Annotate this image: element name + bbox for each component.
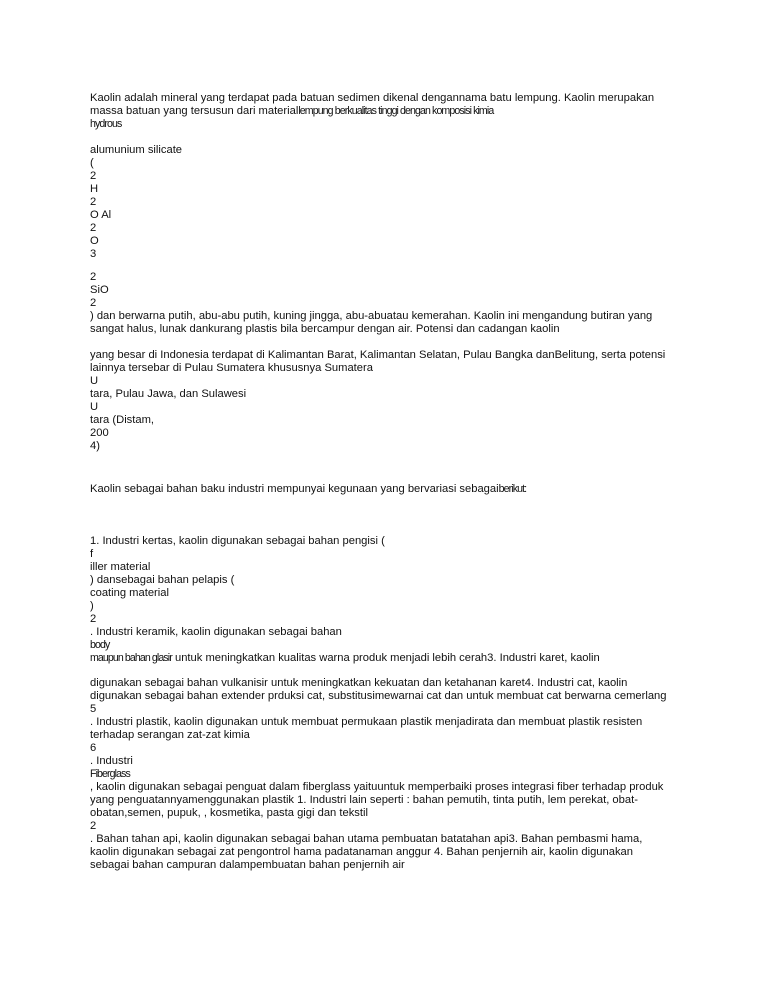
text-line: 3	[90, 248, 97, 260]
text-line: H	[90, 183, 99, 195]
text-line: yang penguatannyamenggunakan plastik 1. Industri lain seperti : bahan pemutih, tinta putih, lem perekat, obat-	[90, 794, 638, 806]
text-line: 2	[90, 196, 97, 208]
text-line: ) dansebagai bahan pelapis (	[90, 574, 235, 586]
text-run: massa batuan yang tersusun dari material	[90, 105, 299, 117]
text-line: sebagai bahan campuran dalampembuatan bahan penjernih air	[90, 859, 405, 871]
text-line: sangat halus, lunak dankurang plastis bila bercampur dengan air. Potensi dan cadangan kaolin	[90, 323, 560, 335]
text-line: 4)	[90, 440, 100, 452]
text-line: kaolin digunakan sebagai zat pengontrol hama padatanaman anggur 4. Bahan penjernih air, kaolin digunakan	[90, 846, 633, 858]
text-line: tara (Distam,	[90, 414, 155, 426]
text-line	[90, 652, 600, 665]
text-run: Kaolin sebagai bahan baku industri mempunyai kegunaan yang bervariasi sebagai	[90, 483, 499, 495]
text-line: O	[90, 235, 99, 247]
text-line: . Industri plastik, kaolin digunakan untuk membuat permukaan plastik menjadirata dan membuat plastik resisten	[90, 716, 643, 728]
text-line	[90, 483, 526, 496]
text-line: 2	[90, 170, 97, 182]
text-line: 5	[90, 703, 97, 715]
text-line: obatan,semen, pupuk, , kosmetika, pasta gigi dan tekstil	[90, 807, 368, 819]
text-line: 2	[90, 271, 97, 283]
text-line: body	[90, 639, 110, 651]
text-line: Fiberglass	[90, 768, 130, 780]
text-line: Kaolin adalah mineral yang terdapat pada batuan sedimen dikenal dengannama batu lempung. Kaolin merupakan	[90, 92, 655, 104]
text-line: ) dan berwarna putih, abu-abu putih, kuning jingga, abu-abuatau kemerahan. Kaolin ini mengandung butiran yang	[90, 310, 653, 322]
text-line: )	[90, 600, 94, 612]
text-line: 200	[90, 427, 109, 439]
text-run: untuk meningkatkan kualitas warna produk menjadi lebih cerah3. Industri karet, kaolin	[171, 652, 600, 664]
text-line: O Al	[90, 209, 112, 221]
text-line: f	[90, 548, 94, 560]
text-line: SiO	[90, 284, 109, 296]
text-line: U	[90, 401, 99, 413]
text-line: 6	[90, 742, 97, 754]
text-line: digunakan sebagai bahan vulkanisir untuk meningkatkan kekuatan dan ketahanan karet4. Industri cat, kaolin	[90, 677, 628, 689]
text-line: . Industri keramik, kaolin digunakan sebagai bahan	[90, 626, 342, 638]
text-line: 2	[90, 222, 97, 234]
text-run: lempung berkualitas tinggi dengan komposisi kimia	[298, 105, 494, 117]
text-line: 2	[90, 820, 97, 832]
text-line	[90, 105, 493, 118]
text-line: . Industri	[90, 755, 133, 767]
text-line: coating material	[90, 587, 169, 599]
text-line: 1. Industri kertas, kaolin digunakan sebagai bahan pengisi (	[90, 535, 385, 547]
text-line: (	[90, 157, 94, 169]
text-line: terhadap serangan zat-zat kimia	[90, 729, 250, 741]
text-line: 2	[90, 297, 97, 309]
text-line: alumunium silicate	[90, 144, 183, 156]
text-line: , kaolin digunakan sebagai penguat dalam fiberglass yaituuntuk memperbaiki proses integrasi fiber terhadap produk	[90, 781, 664, 793]
text-line: . Bahan tahan api, kaolin digunakan sebagai bahan utama pembuatan batatahan api3. Bahan pembasmi hama,	[90, 833, 643, 845]
text-run: maupun bahan glasir	[90, 652, 172, 664]
text-line: 2	[90, 613, 97, 625]
text-line: U	[90, 375, 99, 387]
text-line: iller material	[90, 561, 151, 573]
text-line: tara, Pulau Jawa, dan Sulawesi	[90, 388, 247, 400]
text-line: digunakan sebagai bahan extender prduksi cat, substitusimewarnai cat dan untuk membuat cat berwarna cemerlang	[90, 690, 667, 702]
text-run: berikut:	[498, 483, 527, 495]
text-line: yang besar di Indonesia terdapat di Kalimantan Barat, Kalimantan Selatan, Pulau Bangka danBelitung, serta potensi	[90, 349, 666, 361]
text-line: lainnya tersebar di Pulau Sumatera khususnya Sumatera	[90, 362, 373, 374]
text-line: hydrous	[90, 118, 122, 130]
